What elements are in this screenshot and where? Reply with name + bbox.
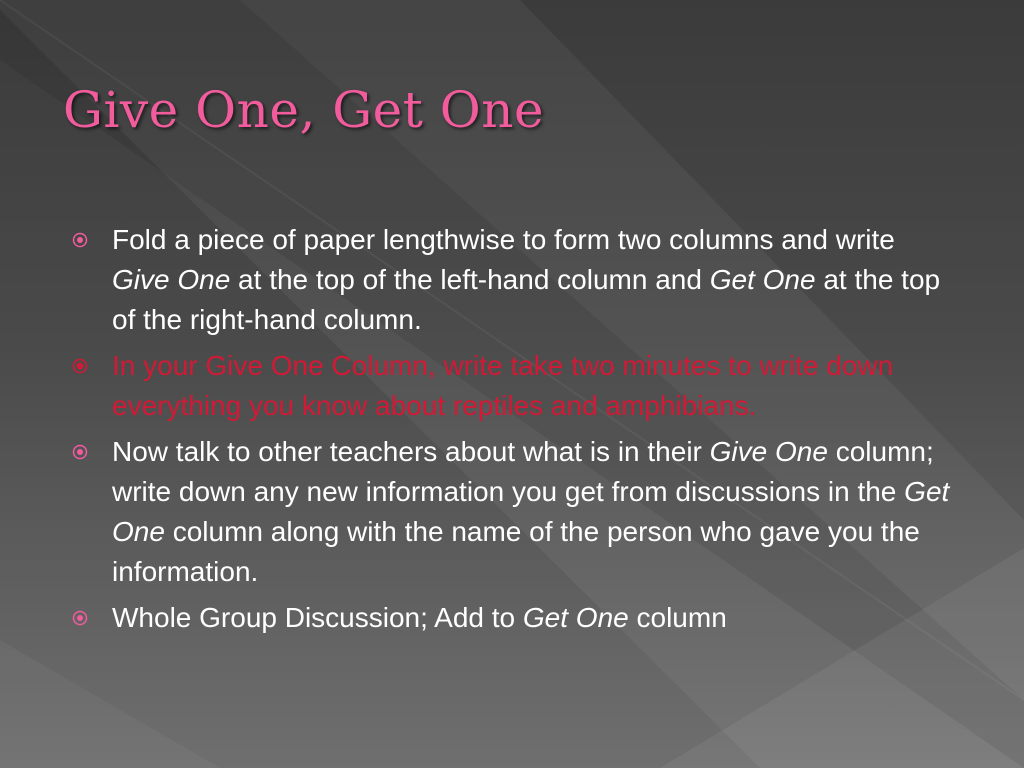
bullet-4-text-c: column [628, 602, 727, 633]
bullet-item-1 [72, 220, 952, 340]
bullet-list [72, 220, 952, 644]
bullet-3-text-a: Now talk to other teachers about what is in their [112, 436, 710, 467]
bullet-3-text-e: column along with the name of the person who gave you the information. [112, 516, 920, 587]
bullet-3-text-c: column; write down any new information you get from discussions in the [112, 436, 934, 507]
bullet-3-italic-get-one: Get One [112, 476, 950, 547]
bullet-1-text-e: at the top of the right-hand column. [112, 264, 941, 335]
bullet-item-2 [72, 346, 952, 426]
bullet-1-italic-give-one: Give One [112, 264, 231, 295]
circled-dot-icon [72, 444, 88, 460]
bullet-4-italic-get-one: Get One [522, 602, 629, 633]
slide-title: Give One, Get One [63, 81, 545, 139]
bullet-item-4 [72, 598, 952, 638]
bullet-1-text-c: at the top of the left-hand column and [230, 264, 710, 295]
bullet-item-3 [72, 432, 952, 592]
circled-dot-icon [72, 358, 88, 374]
bullet-3-italic-give-one: Give One [709, 436, 828, 467]
bullet-1-italic-get-one: Get One [709, 264, 816, 295]
circled-dot-icon [72, 610, 88, 626]
circled-dot-icon [72, 232, 88, 248]
bullet-4-text-a: Whole Group Discussion; Add to [112, 602, 523, 633]
bullet-2-text: In your Give One Column, write take two minutes to write down everything you know about reptiles and amphibians. [112, 350, 894, 421]
bullet-1-text-a: Fold a piece of paper lengthwise to form two columns and write [112, 224, 895, 255]
